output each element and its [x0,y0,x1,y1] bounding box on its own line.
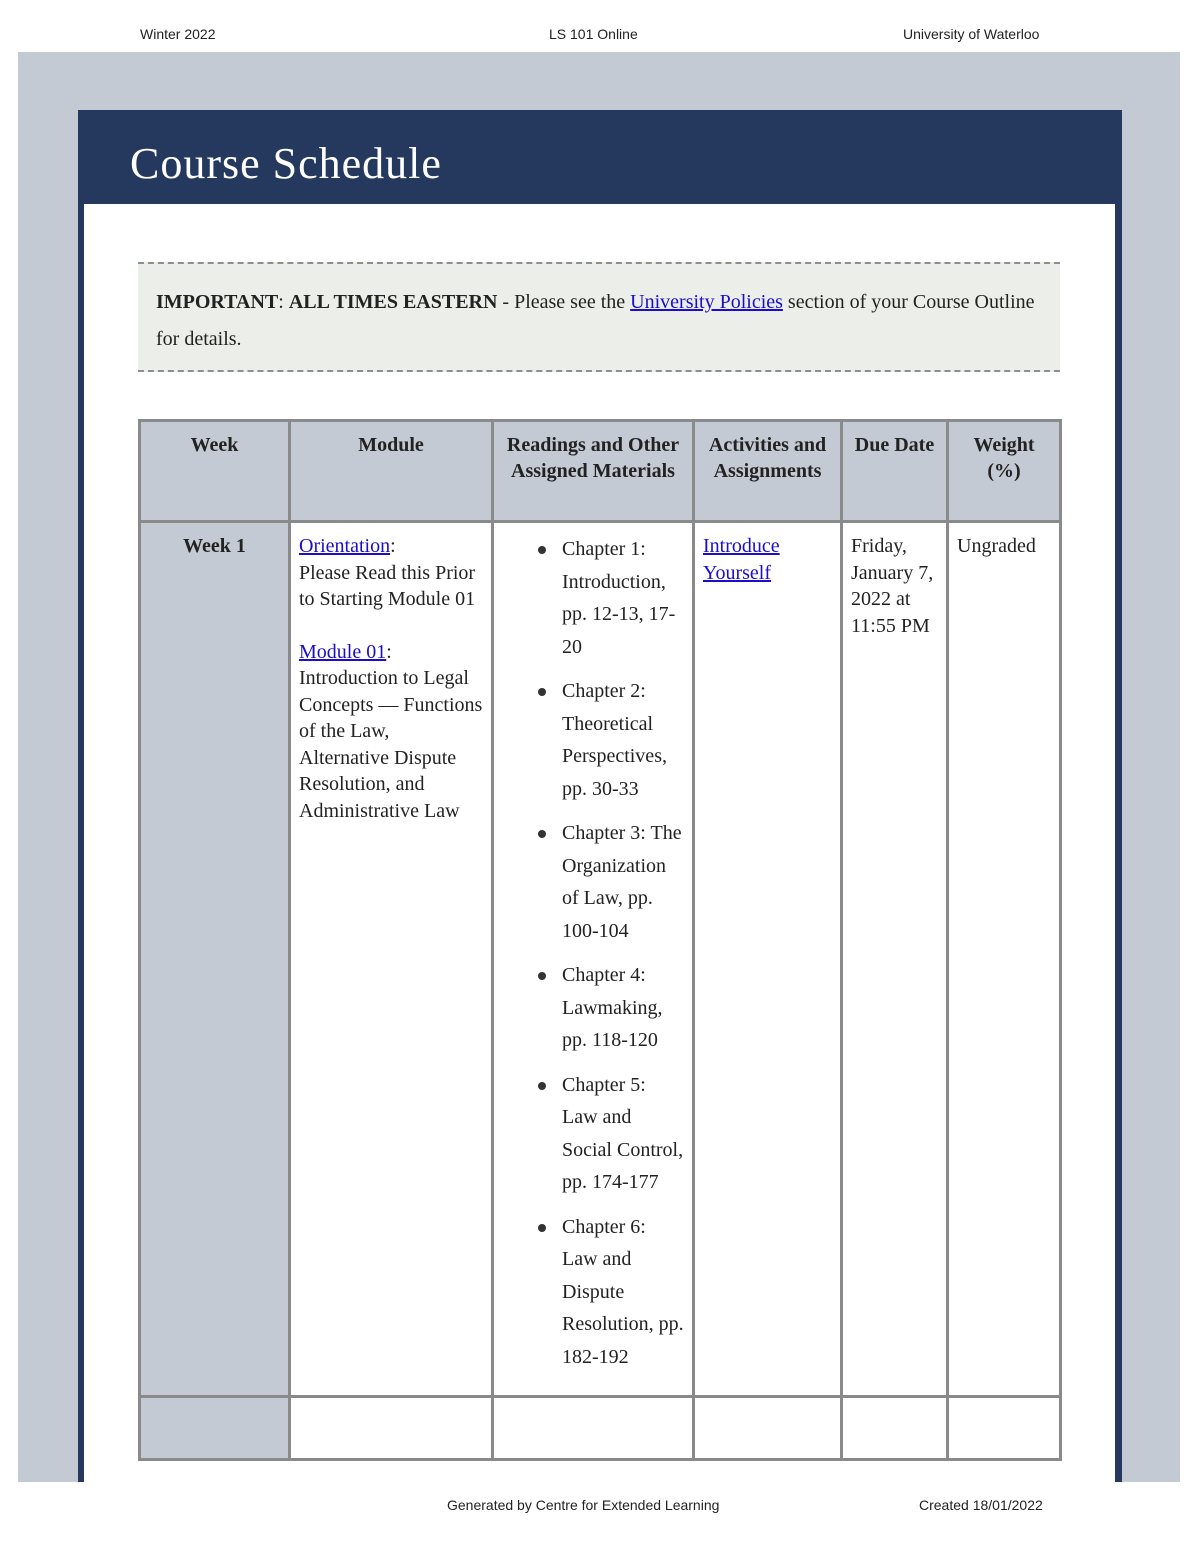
bullet-icon [538,688,546,696]
header-readings: Readings and Other Assigned Materials [493,421,694,522]
bullet-icon [538,972,546,980]
due-date-cell: Friday, January 7, 2022 at 11:55 PM [842,522,948,1397]
header-term: Winter 2022 [140,26,216,42]
bullet-icon [538,546,546,554]
list-item [562,1069,684,1199]
activities-cell [694,1397,842,1460]
week-cell [140,1397,290,1460]
important-notice [138,262,1060,372]
module-entry [299,639,483,825]
list-item [562,675,684,805]
bullet-icon [538,830,546,838]
list-item [562,817,684,947]
page-title: Course Schedule [130,139,442,188]
list-item [562,959,684,1057]
module-description: Please Read this Prior to Starting Module 01 [299,561,476,610]
header-module: Module [290,421,493,522]
list-item [562,533,684,663]
header-weight: Weight (%) [948,421,1061,522]
module-cell [290,1397,493,1460]
due-date-cell [842,1397,948,1460]
footer-generated-by: Generated by Centre for Extended Learning [447,1497,720,1513]
module-cell [290,522,493,1397]
header-university: University of Waterloo [903,26,1040,42]
module-description: Introduction to Legal Concepts — Functions of the Law, Alternative Dispute Resolution, and Administrative Law [299,667,483,822]
module-suffix: : [390,535,396,557]
table-header-row [140,421,1061,522]
readings-cell [493,522,694,1397]
footer-created-date: Created 18/01/2022 [919,1497,1043,1513]
reading-text: Chapter 4: Lawmaking, pp. 118-120 [562,964,663,1051]
module-suffix: : [386,640,392,663]
table-row [140,522,1061,1397]
weight-cell [948,1397,1061,1460]
notice-bold-text: ALL TIMES EASTERN [288,291,498,313]
bullet-icon [538,1082,546,1090]
header-due-date: Due Date [842,421,948,522]
module-01-link[interactable]: Module 01 [299,640,387,663]
notice-colon: : [278,291,284,313]
module-entry [299,533,483,613]
activities-cell [694,522,842,1397]
week-cell: Week 1 [140,522,290,1397]
reading-text: Chapter 3: The Organization of Law, pp. 100-104 [562,822,682,942]
reading-text: Chapter 1: Introduction, pp. 12-13, 17-20 [562,538,676,658]
notice-text-before: - Please see the [497,291,631,313]
schedule-table [138,419,1062,1461]
readings-cell [493,1397,694,1460]
header-activities: Activities and Assignments [694,421,842,522]
header-course: LS 101 Online [549,26,638,42]
list-item [562,1211,684,1374]
weight-cell: Ungraded [948,522,1061,1397]
notice-text-after: section of your Course Outline for details. [156,291,1035,350]
introduce-yourself-link[interactable]: Introduce Yourself [703,535,780,584]
orientation-link[interactable]: Orientation [299,535,391,557]
header-week: Week [140,421,290,522]
readings-list [502,533,684,1373]
notice-label: IMPORTANT [156,291,279,313]
table-row [140,1397,1061,1460]
university-policies-link[interactable]: University Policies [630,291,783,313]
reading-text: Chapter 6: Law and Dispute Resolution, pp. 182-192 [562,1215,684,1368]
reading-text: Chapter 5: Law and Social Control, pp. 174-177 [562,1073,684,1193]
content-area [84,204,1115,1482]
bullet-icon [538,1224,546,1232]
reading-text: Chapter 2: Theoretical Perspectives, pp. 30-33 [562,680,667,800]
